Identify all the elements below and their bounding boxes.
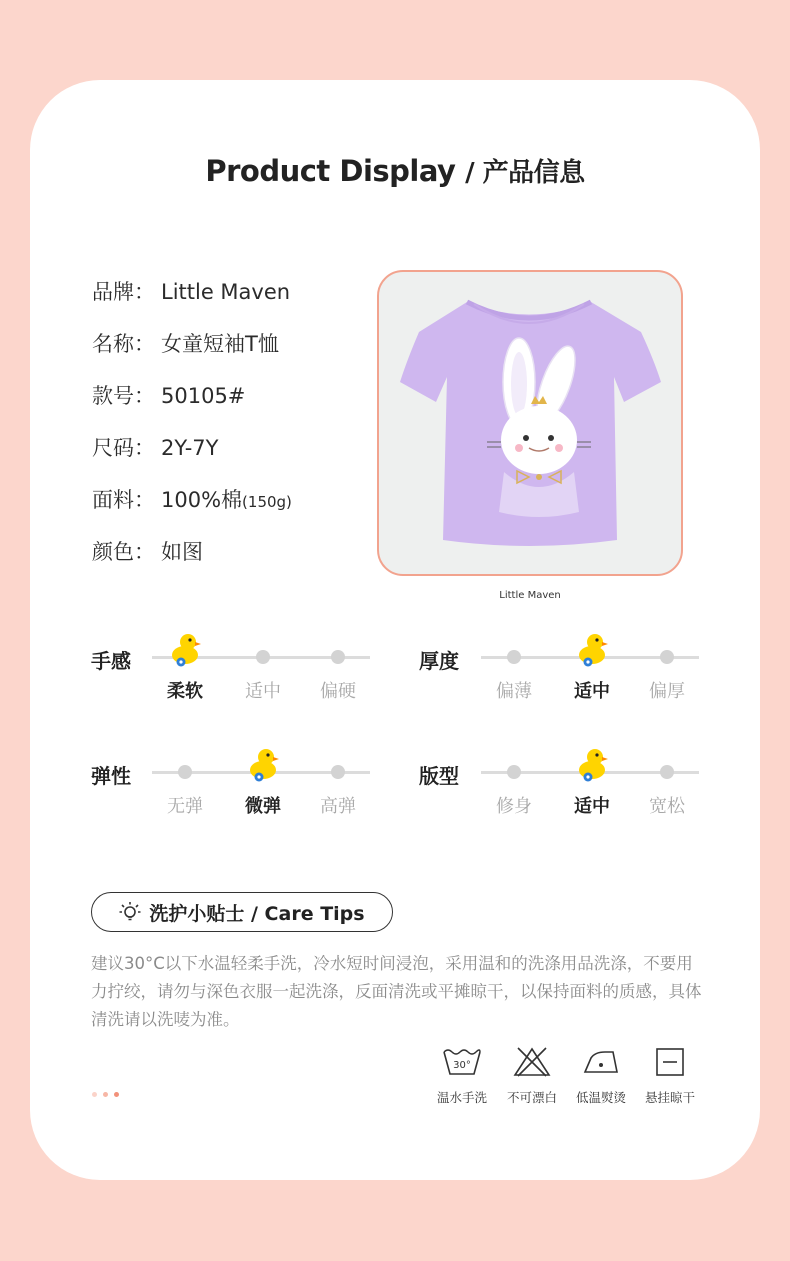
low-iron-icon	[581, 1046, 621, 1078]
slider-label: 弹性	[91, 764, 131, 788]
info-value: 100%棉	[161, 488, 243, 512]
slider-option: 偏厚	[649, 681, 685, 702]
care-tips-pill	[91, 892, 393, 932]
duck-marker-icon	[246, 746, 280, 784]
tshirt-illustration	[379, 272, 681, 574]
info-extra: (150g)	[242, 493, 292, 511]
slider-dot	[178, 765, 192, 779]
slider-label: 版型	[419, 764, 459, 788]
slider-dot	[507, 650, 521, 664]
slider-option: 宽松	[649, 796, 685, 817]
info-value: 2Y-7Y	[161, 436, 219, 460]
care-label: 不可漂白	[506, 1090, 557, 1105]
slider-dot	[507, 765, 521, 779]
page-title: Product Display / 产品信息	[205, 154, 585, 188]
slider-option: 适中	[574, 796, 610, 817]
info-color	[92, 536, 203, 566]
info-label: 颜色：	[92, 540, 155, 564]
info-brand	[92, 276, 290, 306]
svg-text:30°: 30°	[453, 1060, 471, 1071]
slider-option: 偏硬	[320, 681, 356, 702]
slider-label: 厚度	[419, 649, 459, 673]
slider-dot	[331, 765, 345, 779]
care-tips-label: 洗护小贴士 / Care Tips	[149, 902, 365, 925]
info-label: 款号：	[92, 384, 155, 408]
info-style-number	[92, 380, 245, 410]
info-name	[92, 328, 279, 358]
slider-label: 手感	[91, 649, 131, 673]
slider-dot	[331, 650, 345, 664]
slider-option: 微弹	[245, 796, 281, 817]
slider-option: 偏薄	[496, 681, 532, 702]
duck-marker-icon	[168, 631, 202, 669]
care-label: 温水手洗	[436, 1090, 487, 1105]
duck-marker-icon	[575, 631, 609, 669]
info-label: 尺码：	[92, 436, 155, 460]
care-item-hand-wash	[427, 1046, 497, 1106]
info-value: 女童短袖T恤	[161, 332, 279, 356]
info-label: 面料：	[92, 488, 155, 512]
slider-option: 修身	[496, 796, 532, 817]
no-bleach-icon	[512, 1046, 552, 1078]
info-size	[92, 432, 218, 462]
info-label: 名称：	[92, 332, 155, 356]
care-item-low-iron	[566, 1046, 636, 1106]
slider-option: 适中	[245, 681, 281, 702]
hand-wash-30-icon	[442, 1046, 482, 1078]
care-tips-text: 建议30°C以下水温轻柔手洗，冷水短时间浸泡，采用温和的洗涤用品洗涤，不要用力拧绞，请勿与深色衣服一起洗涤，反面清洗或平摊晾干，以保持面料的质感，具体清洗请以洗唛为准。	[91, 954, 702, 1029]
care-item-hang-dry	[635, 1046, 705, 1106]
product-image	[377, 270, 683, 576]
pager-dot	[103, 1092, 108, 1097]
hang-dry-icon	[650, 1046, 690, 1078]
care-label: 低温熨烫	[575, 1090, 626, 1105]
care-label: 悬挂晾干	[644, 1090, 695, 1105]
slider-dot	[660, 650, 674, 664]
lightbulb-icon	[119, 901, 141, 923]
info-value: 50105#	[161, 384, 246, 408]
info-value: 如图	[161, 540, 203, 564]
info-value: Little Maven	[161, 280, 291, 304]
slider-dot	[256, 650, 270, 664]
pager-dot	[92, 1092, 97, 1097]
info-fabric	[92, 484, 292, 514]
slider-option: 高弹	[320, 796, 356, 817]
pager-dot	[114, 1092, 119, 1097]
slider-option: 适中	[574, 681, 610, 702]
slider-option: 柔软	[167, 681, 203, 702]
care-item-no-bleach	[497, 1046, 567, 1106]
info-label: 品牌：	[92, 280, 155, 304]
duck-marker-icon	[575, 746, 609, 784]
slider-option: 无弹	[167, 796, 203, 817]
slider-dot	[660, 765, 674, 779]
product-caption: Little Maven	[499, 590, 561, 601]
